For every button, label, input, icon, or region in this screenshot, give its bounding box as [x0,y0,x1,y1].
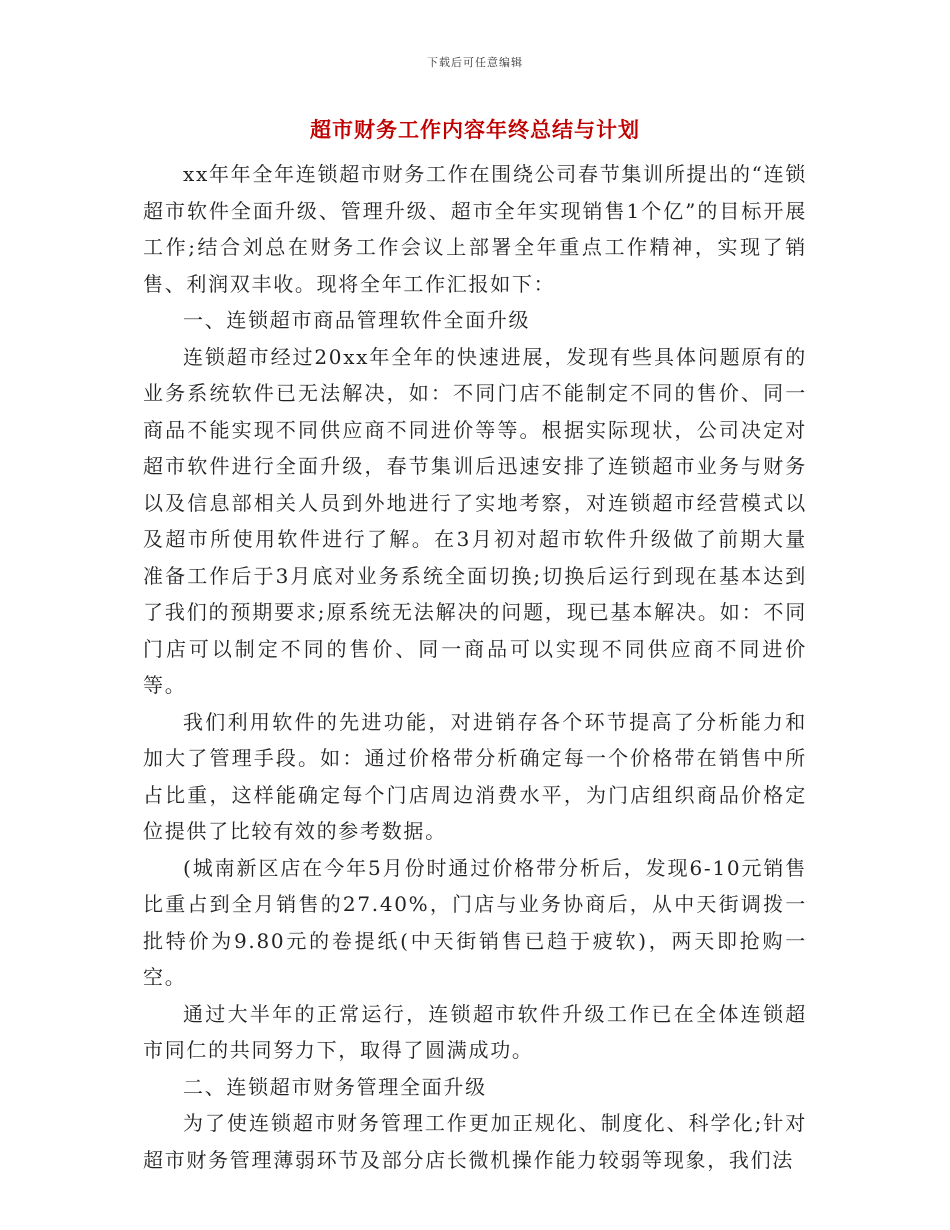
paragraph-success: 通过大半年的正常运行，连锁超市软件升级工作已在全体连锁超市同仁的共同努力下，取得了圆满成功。 [143,1001,807,1062]
paragraph-intro: xx年年全年连锁超市财务工作在围绕公司春节集训所提出的“连锁超市软件全面升级、管理升级、超市全年实现销售1个亿”的目标开展工作;结合刘总在财务工作会议上部署全年重点工作精神，实现了销售、利润双丰收。现将全年工作汇报如下： [143,162,807,296]
paragraph-example: (城南新区店在今年5月份时通过价格带分析后，发现6-10元销售比重占到全月销售的27.40%，门店与业务协商后，从中天街调拨一批特价为9.80元的卷提纸(中天街销售已趋于疲软)，两天即抢购一空。 [143,855,807,989]
paragraph-analysis: 我们利用软件的先进功能，对进销存各个环节提高了分析能力和加大了管理手段。如：通过价格带分析确定每一个价格带在销售中所占比重，这样能确定每个门店周边消费水平，为门店组织商品价格定位提供了比较有效的参考数据。 [143,709,807,843]
document-body [143,156,807,1178]
paragraph-software-upgrade: 连锁超市经过20xx年全年的快速进展，发现有些具体问题原有的业务系统软件已无法解决，如：不同门店不能制定不同的售价、同一商品不能实现不同供应商不同进价等等。根据实际现状，公司决定对超市软件进行全面升级，春节集训后迅速安排了连锁超市业务与财务以及信息部相关人员到外地进行了实地考察，对连锁超市经营模式以及超市所使用软件进行了解。在3月初对超市软件升级做了前期大量准备工作后于3月底对业务系统全面切换;切换后运行到现在基本达到了我们的预期要求;原系统无法解决的问题，现已基本解决。如：不同门店可以制定不同的售价、同一商品可以实现不同供应商不同进价等。 [143,344,807,697]
section-heading-1: 一、连锁超市商品管理软件全面升级 [183,308,531,332]
section-heading-2: 二、连锁超市财务管理全面升级 [183,1074,487,1099]
document-title: 超市财务工作内容年终总结与计划 [310,117,640,142]
paragraph-finance-upgrade: 为了使连锁超市财务管理工作更加正规化、制度化、科学化;针对超市财务管理薄弱环节及部分店长微机操作能力较弱等现象，我们法 [143,1111,807,1172]
header-note: 下载后可任意编辑 [427,56,523,69]
